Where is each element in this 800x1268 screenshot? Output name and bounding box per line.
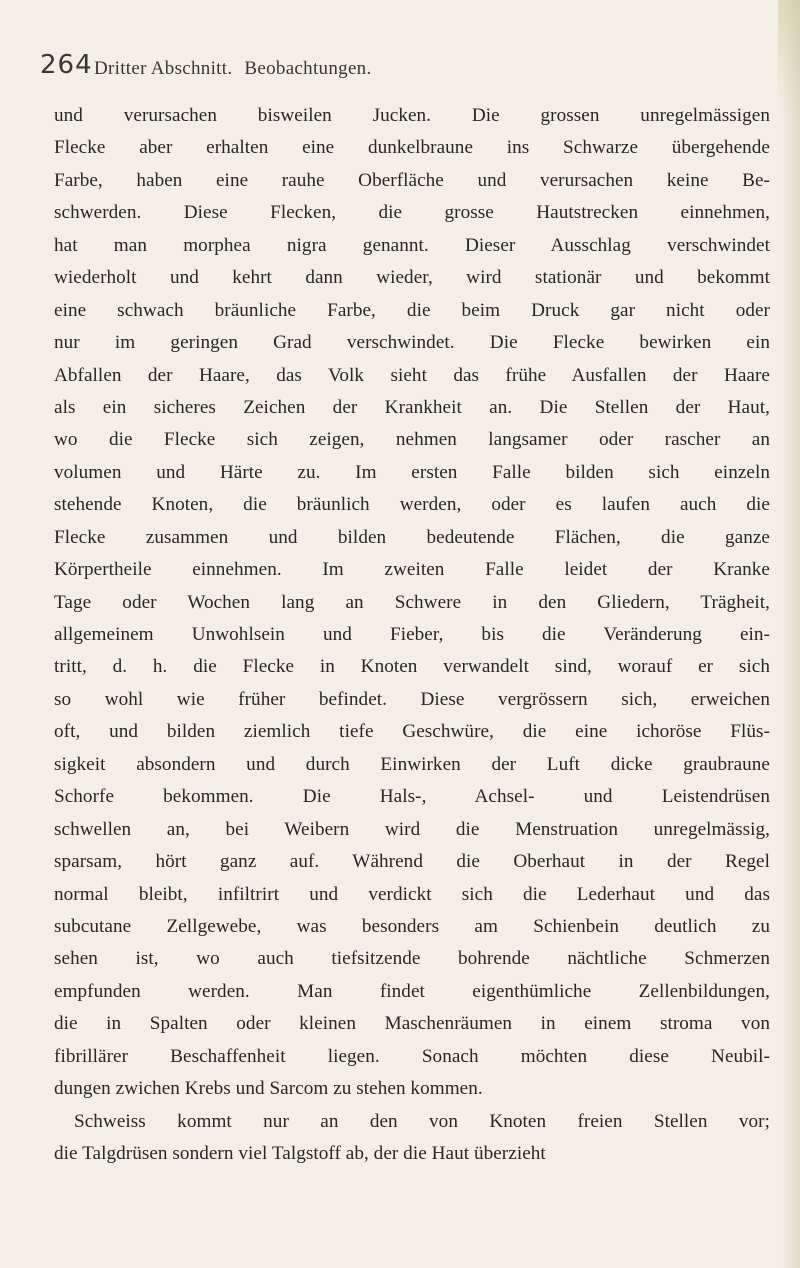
- text-line: tritt, d. h. die Flecke in Knoten verwandelt sind, worauf er sich: [54, 656, 770, 678]
- text-line: wiederholt und kehrt dann wieder, wird stationär und bekommt: [54, 267, 770, 289]
- text-line: oft, und bilden ziemlich tiefe Geschwüre, die eine ichoröse Flüs-: [54, 721, 770, 743]
- text-line: eine schwach bräunliche Farbe, die beim Druck gar nicht oder: [54, 299, 770, 321]
- text-line: fibrillärer Beschaffenheit liegen. Sonach möchten diese Neubil-: [54, 1045, 770, 1067]
- running-head: [94, 58, 372, 80]
- text-line: sparsam, hört ganz auf. Während die Oberhaut in der Regel: [54, 851, 770, 873]
- text-line: empfunden werden. Man findet eigenthümliche Zellenbildungen,: [54, 980, 770, 1002]
- text-line: dungen zwichen Krebs und Sarcom zu stehen kommen.: [54, 1078, 483, 1100]
- running-head-section: Dritter Abschnitt.: [94, 58, 233, 79]
- text-line: volumen und Härte zu. Im ersten Falle bilden sich einzeln: [54, 461, 770, 483]
- text-line: Farbe, haben eine rauhe Oberfläche und verursachen keine Be-: [54, 169, 770, 191]
- text-line: hat man morphea nigra genannt. Dieser Ausschlag verschwindet: [54, 234, 770, 256]
- page-edge-shadow: [782, 0, 800, 1268]
- text-line: sehen ist, wo auch tiefsitzende bohrende nächtliche Schmerzen: [54, 948, 770, 970]
- text-line: stehende Knoten, die bräunlich werden, oder es laufen auch die: [54, 494, 770, 516]
- page-number: 264: [40, 50, 93, 80]
- text-line: Abfallen der Haare, das Volk sieht das frühe Ausfallen der Haare: [54, 364, 770, 386]
- text-line: Tage oder Wochen lang an Schwere in den Gliedern, Trägheit,: [54, 591, 770, 613]
- text-line: schwerden. Diese Flecken, die grosse Hautstrecken einnehmen,: [54, 202, 770, 224]
- text-line: subcutane Zellgewebe, was besonders am Schienbein deutlich zu: [54, 915, 770, 937]
- text-line: und verursachen bisweilen Jucken. Die grossen unregelmässigen: [54, 105, 770, 126]
- running-head-subject: Beobachtungen.: [244, 58, 372, 79]
- text-line: allgemeinem Unwohlsein und Fieber, bis die Veränderung ein-: [54, 624, 770, 645]
- text-line: Schorfe bekommen. Die Hals-, Achsel- und Leistendrüsen: [54, 786, 770, 808]
- page-header: [40, 50, 740, 90]
- text-line: schwellen an, bei Weibern wird die Menstruation unregelmässig,: [54, 818, 770, 840]
- text-line: normal bleibt, infiltrirt und verdickt sich die Lederhaut und das: [54, 883, 770, 905]
- text-line: Schweiss kommt nur an den von Knoten freien Stellen vor;: [74, 1110, 770, 1132]
- text-line: als ein sicheres Zeichen der Krankheit an. Die Stellen der Haut,: [54, 396, 770, 418]
- body-text: [54, 100, 770, 1170]
- text-line: sigkeit absondern und durch Einwirken der Luft dicke graubraune: [54, 753, 770, 775]
- text-line: die Talgdrüsen sondern viel Talgstoff ab, der die Haut überzieht: [54, 1143, 546, 1164]
- text-line: Flecke zusammen und bilden bedeutende Flächen, die ganze: [54, 526, 770, 548]
- text-line: die in Spalten oder kleinen Maschenräumen in einem stroma von: [54, 1013, 770, 1035]
- text-line: Körpertheile einnehmen. Im zweiten Falle leidet der Kranke: [54, 559, 770, 581]
- text-line: so wohl wie früher befindet. Diese vergrössern sich, erweichen: [54, 688, 770, 710]
- text-line: Flecke aber erhalten eine dunkelbraune ins Schwarze übergehende: [54, 137, 770, 159]
- text-line: nur im geringen Grad verschwindet. Die Flecke bewirken ein: [54, 332, 770, 354]
- text-line: wo die Flecke sich zeigen, nehmen langsamer oder rascher an: [54, 429, 770, 451]
